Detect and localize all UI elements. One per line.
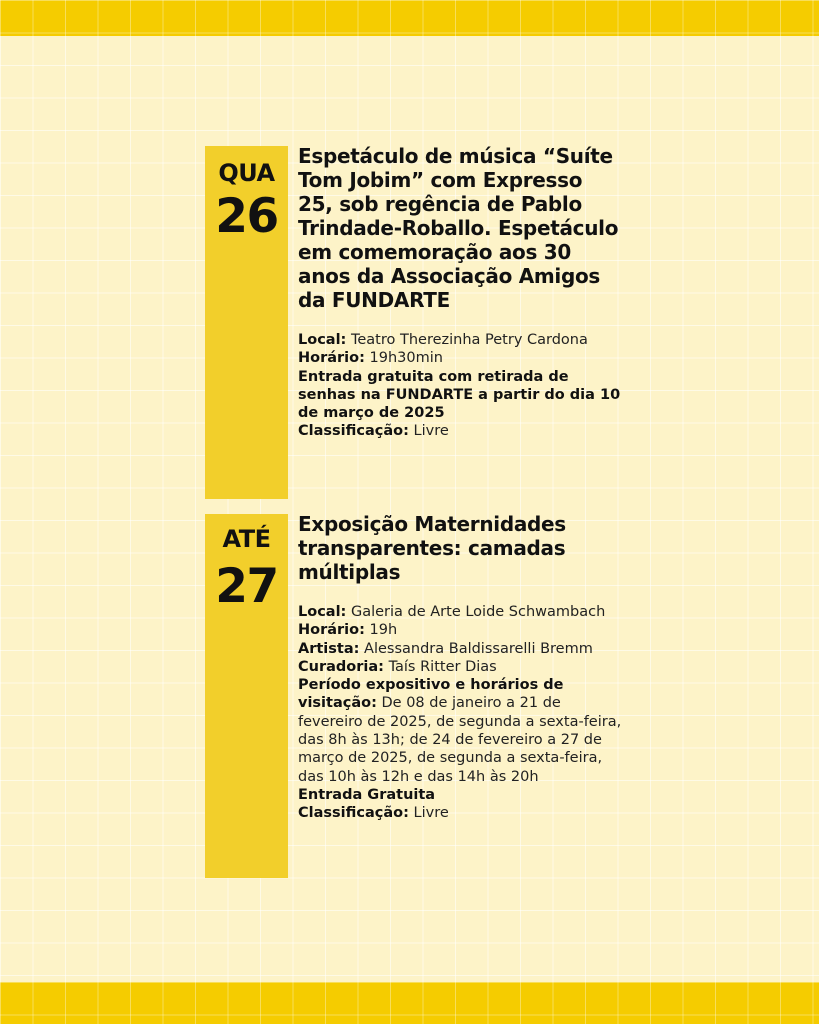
local-line (298, 603, 623, 621)
local-line (298, 331, 623, 349)
periodo-line (298, 676, 623, 786)
curadoria-line (298, 658, 623, 676)
classificacao-label: Classificação: (298, 805, 409, 822)
artista-line (298, 640, 623, 658)
event-details (298, 331, 623, 441)
periodo-label: Período expositivo e horários de visitação: (298, 677, 564, 712)
horario-label: Horário: (298, 350, 365, 367)
event-title: Exposição Maternidades transparentes: camadas múltiplas (298, 512, 566, 584)
event-details (298, 603, 623, 823)
bottom-banner (0, 982, 819, 1024)
event-card (205, 514, 625, 878)
local-label: Local: (298, 604, 347, 620)
event-title: Espetáculo de música “Suíte Tom Jobim” com Expresso 25, sob regência de Pablo Trindade-Roballo. Espetáculo em comemoração aos 30 anos da Associação Amigos da FUNDARTE (298, 144, 619, 312)
horario-value: 19h30min (369, 350, 443, 367)
top-banner (0, 0, 819, 36)
horario-label: Horário: (298, 622, 365, 639)
date-box (205, 514, 288, 878)
classificacao-value: Livre (413, 423, 449, 440)
artista-value: Alessandra Baldissarelli Bremm (364, 640, 593, 657)
local-label: Local: (298, 332, 347, 348)
weekday-label: ATÉ (222, 525, 271, 553)
classificacao-value: Livre (413, 805, 449, 822)
classificacao-line (298, 804, 623, 822)
local-value: Galeria de Arte Loide Schwambach (350, 604, 606, 620)
curadoria-label: Curadoria: (298, 658, 384, 675)
event-card (205, 146, 625, 499)
classificacao-line (298, 422, 623, 440)
day-number: 27 (215, 559, 278, 614)
entrada-line: Entrada gratuita com retirada de senhas na FUNDARTE a partir do dia 10 de março de 2025 (298, 368, 621, 422)
event-info (298, 512, 623, 823)
date-box (205, 146, 288, 499)
horario-value: 19h (369, 622, 398, 639)
horario-line (298, 621, 623, 639)
classificacao-label: Classificação: (298, 423, 409, 440)
artista-label: Artista: (298, 640, 360, 657)
entrada-line: Entrada Gratuita (298, 786, 436, 803)
event-info (298, 144, 623, 441)
horario-line (298, 349, 623, 367)
local-value: Teatro Therezinha Petry Cardona (350, 332, 588, 348)
day-number: 26 (215, 189, 278, 244)
weekday-label: QUA (218, 159, 275, 187)
curadoria-value: Taís Ritter Dias (388, 658, 497, 675)
periodo-value: De 08 de janeiro a 21 de fevereiro de 2025, de segunda a sexta-feira, das 8h às 13h; de 24 de fevereiro a 27 de março de 2025, de segunda a sexta-feira, das 10h às 12h e das 14h às 20h (298, 695, 622, 785)
